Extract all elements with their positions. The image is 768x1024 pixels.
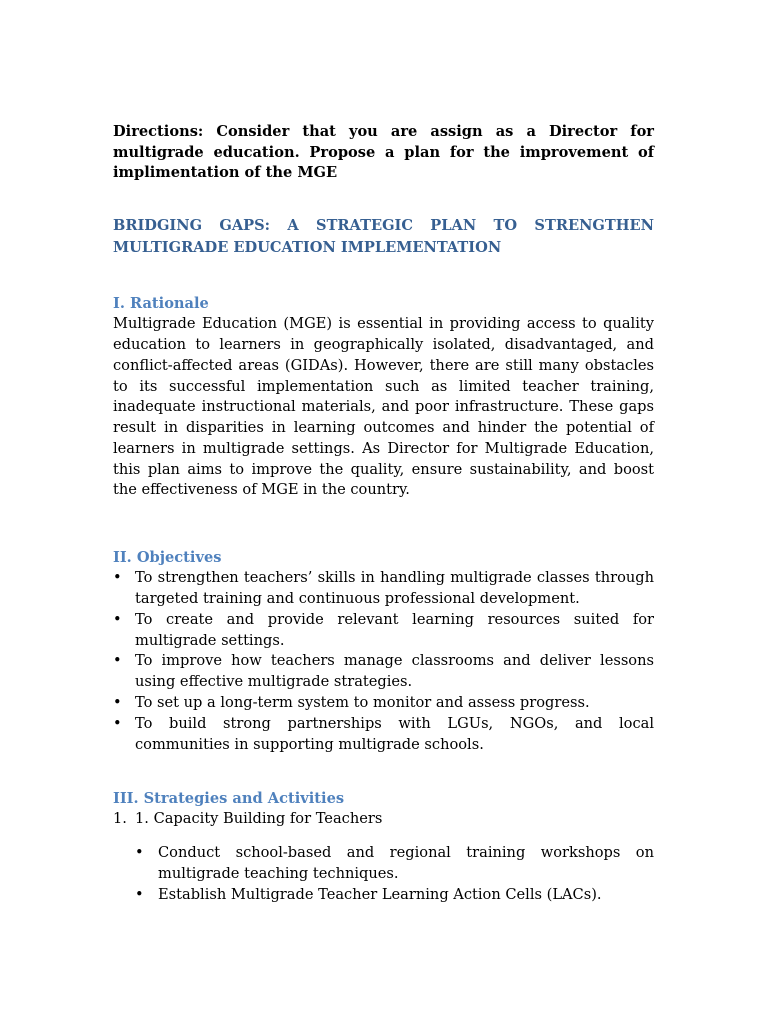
list-number: 1.	[113, 810, 127, 828]
objective-item	[113, 693, 654, 714]
bullet-icon: •	[135, 844, 144, 862]
objective-text: To strengthen teachers’ skills in handling multigrade classes through targeted training and continuous professional development.	[135, 569, 654, 608]
bullet-icon: •	[135, 885, 144, 903]
objectives-list	[113, 568, 654, 755]
objective-item	[113, 714, 654, 756]
strategy-item	[113, 809, 654, 830]
objective-item	[113, 651, 654, 693]
rationale-heading: I. Rationale	[113, 295, 209, 313]
directions-text: Directions: Consider that you are assign as a Director for multigrade education. Propose a plan for the improvement of implimentation of the MGE	[113, 123, 654, 182]
strategy-subitem-text: Establish Multigrade Teacher Learning Action Cells (LACs).	[158, 885, 602, 903]
rationale-paragraph: Multigrade Education (MGE) is essential in providing access to quality education to learners in geographically isolated, disadvantaged, and conflict-affected areas (GIDAs). However, there are still many obstacles to its successful implementation such as limited teacher training, inadequate instructional materials, and poor infrastructure. These gaps result in disparities in learning outcomes and hinder the potential of learners in multigrade settings. As Director for Multigrade Education, this plan aims to improve the quality, ensure sustainability, and boost the effectiveness of MGE in the country.	[113, 315, 654, 499]
bullet-icon: •	[113, 652, 122, 670]
objective-text: To create and provide relevant learning resources suited for multigrade settings.	[135, 610, 654, 649]
strategy-subitem	[135, 843, 654, 885]
objective-text: To set up a long-term system to monitor and assess progress.	[135, 694, 590, 712]
objectives-heading: II. Objectives	[113, 549, 222, 567]
objective-text: To improve how teachers manage classrooms and deliver lessons using effective multigrade strategies.	[135, 652, 654, 691]
bullet-icon: •	[113, 610, 122, 628]
strategy-subitems-list	[135, 843, 654, 905]
objective-item	[113, 610, 654, 652]
strategies-heading: III. Strategies and Activities	[113, 790, 345, 808]
objective-item	[113, 568, 654, 610]
page-content	[113, 122, 654, 906]
bullet-icon: •	[113, 714, 122, 732]
strategy-subitem-text: Conduct school-based and regional training workshops on multigrade teaching techniques.	[158, 844, 654, 883]
strategy-item-label: 1. Capacity Building for Teachers	[135, 810, 383, 828]
objective-text: To build strong partnerships with LGUs, NGOs, and local communities in supporting multigrade schools.	[135, 714, 654, 753]
document-title: BRIDGING GAPS: A STRATEGIC PLAN TO STRENGTHEN MULTIGRADE EDUCATION IMPLEMENTATION	[113, 217, 654, 257]
bullet-icon: •	[113, 569, 122, 587]
strategy-subitem	[135, 885, 654, 906]
bullet-icon: •	[113, 694, 122, 712]
